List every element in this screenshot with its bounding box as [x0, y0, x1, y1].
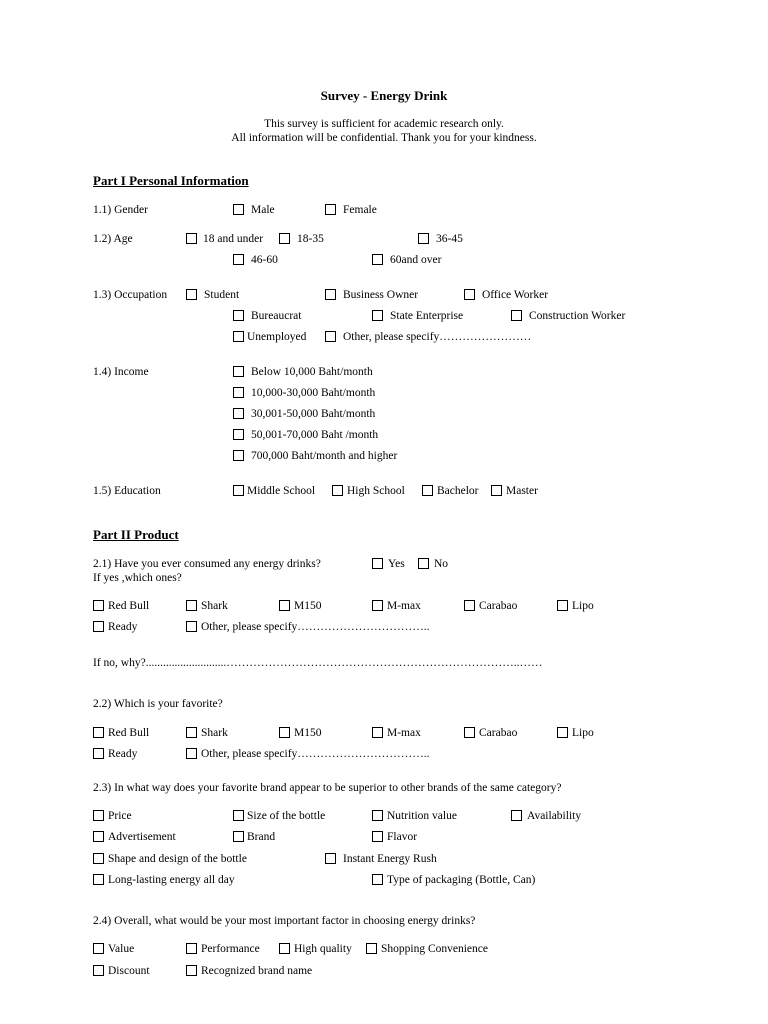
q21-other-checkbox[interactable] — [186, 621, 197, 632]
q21-shark-label: Shark — [201, 600, 228, 612]
q21-yes-label: Yes — [388, 558, 405, 570]
q22-lipo-checkbox[interactable] — [557, 727, 568, 738]
q21-m150-label: M150 — [294, 600, 322, 612]
income-option-4-checkbox[interactable] — [233, 429, 244, 440]
occupation-bureaucrat-label: Bureaucrat — [251, 310, 302, 322]
age-60-over-checkbox[interactable] — [372, 254, 383, 265]
age-18-under-label: 18 and under — [203, 233, 264, 245]
occupation-other-label: Other, please specify…………………… — [343, 331, 532, 343]
occupation-unemployed-checkbox[interactable] — [233, 331, 244, 342]
q23-shape-label: Shape and design of the bottle — [108, 853, 247, 865]
q22-redbull-label: Red Bull — [108, 727, 150, 739]
income-option-3-label: 30,001-50,000 Baht/month — [251, 408, 376, 420]
q21-ready-label: Ready — [108, 621, 138, 633]
q23-packaging-checkbox[interactable] — [372, 874, 383, 885]
occupation-other-checkbox[interactable] — [325, 331, 336, 342]
q23-shape-checkbox[interactable] — [93, 853, 104, 864]
q23-brand-label: Brand — [247, 831, 276, 843]
education-master-checkbox[interactable] — [491, 485, 502, 496]
age-36-45-checkbox[interactable] — [418, 233, 429, 244]
q23-label: 2.3) In what way does your favorite brand appear to be superior to other brands of the same category? — [93, 782, 562, 794]
q21-yes-checkbox[interactable] — [372, 558, 383, 569]
q21-redbull-checkbox[interactable] — [93, 600, 104, 611]
q22-mmax-label: M-max — [387, 727, 421, 739]
age-60-over-label: 60and over — [390, 254, 442, 266]
q23-advertisement-checkbox[interactable] — [93, 831, 104, 842]
q24-shopping-convenience-checkbox[interactable] — [366, 943, 377, 954]
q22-other-label: Other, please specify…………………………….. — [201, 748, 430, 760]
occupation-bureaucrat-checkbox[interactable] — [233, 310, 244, 321]
age-46-60-label: 46-60 — [251, 254, 278, 266]
income-option-3-checkbox[interactable] — [233, 408, 244, 419]
q23-long-lasting-label: Long-lasting energy all day — [108, 874, 235, 886]
q24-performance-checkbox[interactable] — [186, 943, 197, 954]
q21-label: 2.1) Have you ever consumed any energy drinks? — [93, 558, 321, 570]
q24-label: 2.4) Overall, what would be your most important factor in choosing energy drinks? — [93, 915, 476, 927]
education-middle-school-label: Middle School — [247, 485, 316, 497]
q23-size-checkbox[interactable] — [233, 810, 244, 821]
income-option-5-label: 700,000 Baht/month and higher — [251, 450, 398, 462]
q24-brand-name-checkbox[interactable] — [186, 965, 197, 976]
occupation-label: 1.3) Occupation — [93, 289, 168, 301]
q23-flavor-checkbox[interactable] — [372, 831, 383, 842]
occupation-business-owner-label: Business Owner — [343, 289, 419, 301]
occupation-student-label: Student — [204, 289, 240, 301]
intro-line-1: This survey is sufficient for academic research only. — [264, 118, 504, 130]
q22-carabao-checkbox[interactable] — [464, 727, 475, 738]
q21-m150-checkbox[interactable] — [279, 600, 290, 611]
q22-carabao-label: Carabao — [479, 727, 518, 739]
q22-m150-checkbox[interactable] — [279, 727, 290, 738]
q21-ready-checkbox[interactable] — [93, 621, 104, 632]
q23-availability-label: Availability — [527, 810, 582, 822]
occupation-office-worker-checkbox[interactable] — [464, 289, 475, 300]
q21-carabao-label: Carabao — [479, 600, 518, 612]
q22-other-checkbox[interactable] — [186, 748, 197, 759]
income-option-5-checkbox[interactable] — [233, 450, 244, 461]
income-option-2-label: 10,000-30,000 Baht/month — [251, 387, 376, 399]
education-middle-school-checkbox[interactable] — [233, 485, 244, 496]
q24-high-quality-checkbox[interactable] — [279, 943, 290, 954]
q23-nutrition-label: Nutrition value — [387, 810, 457, 822]
q22-shark-label: Shark — [201, 727, 228, 739]
q21-redbull-label: Red Bull — [108, 600, 150, 612]
q23-energy-rush-label: Instant Energy Rush — [343, 853, 437, 865]
q21-no-checkbox[interactable] — [418, 558, 429, 569]
q23-flavor-label: Flavor — [387, 831, 418, 843]
q23-price-checkbox[interactable] — [93, 810, 104, 821]
income-option-1-label: Below 10,000 Baht/month — [251, 366, 373, 378]
q23-packaging-label: Type of packaging (Bottle, Can) — [387, 874, 536, 886]
occupation-state-enterprise-checkbox[interactable] — [372, 310, 383, 321]
q21-lipo-checkbox[interactable] — [557, 600, 568, 611]
q23-price-label: Price — [108, 810, 132, 822]
q21-other-label: Other, please specify…………………………….. — [201, 621, 430, 633]
q23-size-label: Size of the bottle — [247, 810, 326, 822]
q23-long-lasting-checkbox[interactable] — [93, 874, 104, 885]
q21-mmax-checkbox[interactable] — [372, 600, 383, 611]
q24-value-checkbox[interactable] — [93, 943, 104, 954]
q21-lipo-label: Lipo — [572, 600, 594, 612]
occupation-office-worker-label: Office Worker — [482, 289, 549, 301]
page-title: Survey - Energy Drink — [320, 88, 448, 103]
q24-brand-name-label: Recognized brand name — [201, 965, 313, 977]
q21-mmax-label: M-max — [387, 600, 421, 612]
q21-shark-checkbox[interactable] — [186, 600, 197, 611]
education-high-school-label: High School — [347, 485, 405, 497]
occupation-unemployed-label: Unemployed — [247, 331, 307, 343]
occupation-business-owner-checkbox[interactable] — [325, 289, 336, 300]
gender-male-label: Male — [251, 204, 275, 216]
q24-shopping-convenience-label: Shopping Convenience — [381, 943, 488, 955]
q21-ifno: If no, why?............................…………………………………………………………………..…… — [93, 657, 543, 669]
q22-lipo-label: Lipo — [572, 727, 594, 739]
q22-label: 2.2) Which is your favorite? — [93, 698, 223, 710]
q22-m150-label: M150 — [294, 727, 322, 739]
income-option-4-label: 50,001-70,000 Baht /month — [251, 429, 379, 441]
q23-availability-checkbox[interactable] — [511, 810, 522, 821]
q22-mmax-checkbox[interactable] — [372, 727, 383, 738]
q24-value-label: Value — [108, 943, 135, 955]
q23-brand-checkbox[interactable] — [233, 831, 244, 842]
age-18-35-checkbox[interactable] — [279, 233, 290, 244]
q23-energy-rush-checkbox[interactable] — [325, 853, 336, 864]
gender-female-checkbox[interactable] — [325, 204, 336, 215]
income-label: 1.4) Income — [93, 366, 149, 378]
income-option-2-checkbox[interactable] — [233, 387, 244, 398]
education-bachelor-label: Bachelor — [437, 485, 479, 497]
q22-redbull-checkbox[interactable] — [93, 727, 104, 738]
occupation-state-enterprise-label: State Enterprise — [390, 310, 464, 322]
part2-heading: Part II Product — [93, 527, 179, 542]
education-high-school-checkbox[interactable] — [332, 485, 343, 496]
q24-high-quality-label: High quality — [294, 943, 352, 955]
q22-ready-label: Ready — [108, 748, 138, 760]
q22-shark-checkbox[interactable] — [186, 727, 197, 738]
age-label: 1.2) Age — [93, 233, 133, 245]
income-option-1-checkbox[interactable] — [233, 366, 244, 377]
q23-advertisement-label: Advertisement — [108, 831, 176, 843]
education-label: 1.5) Education — [93, 485, 161, 497]
q22-ready-checkbox[interactable] — [93, 748, 104, 759]
gender-female-label: Female — [343, 204, 377, 216]
age-46-60-checkbox[interactable] — [233, 254, 244, 265]
gender-male-checkbox[interactable] — [233, 204, 244, 215]
q21-no-label: No — [434, 558, 449, 570]
intro-line-2: All information will be confidential. Thank you for your kindness. — [231, 132, 537, 144]
part1-heading: Part I Personal Information — [93, 173, 249, 188]
q24-discount-checkbox[interactable] — [93, 965, 104, 976]
education-bachelor-checkbox[interactable] — [422, 485, 433, 496]
occupation-construction-worker-checkbox[interactable] — [511, 310, 522, 321]
q24-discount-label: Discount — [108, 965, 150, 977]
q23-nutrition-checkbox[interactable] — [372, 810, 383, 821]
q24-performance-label: Performance — [201, 943, 260, 955]
gender-label: 1.1) Gender — [93, 204, 148, 216]
occupation-construction-worker-label: Construction Worker — [529, 310, 626, 322]
occupation-student-checkbox[interactable] — [186, 289, 197, 300]
age-18-under-checkbox[interactable] — [186, 233, 197, 244]
q21-carabao-checkbox[interactable] — [464, 600, 475, 611]
q21-followup: If yes ,which ones? — [93, 572, 182, 584]
education-master-label: Master — [506, 485, 538, 497]
age-36-45-label: 36-45 — [436, 233, 463, 245]
age-18-35-label: 18-35 — [297, 233, 324, 245]
